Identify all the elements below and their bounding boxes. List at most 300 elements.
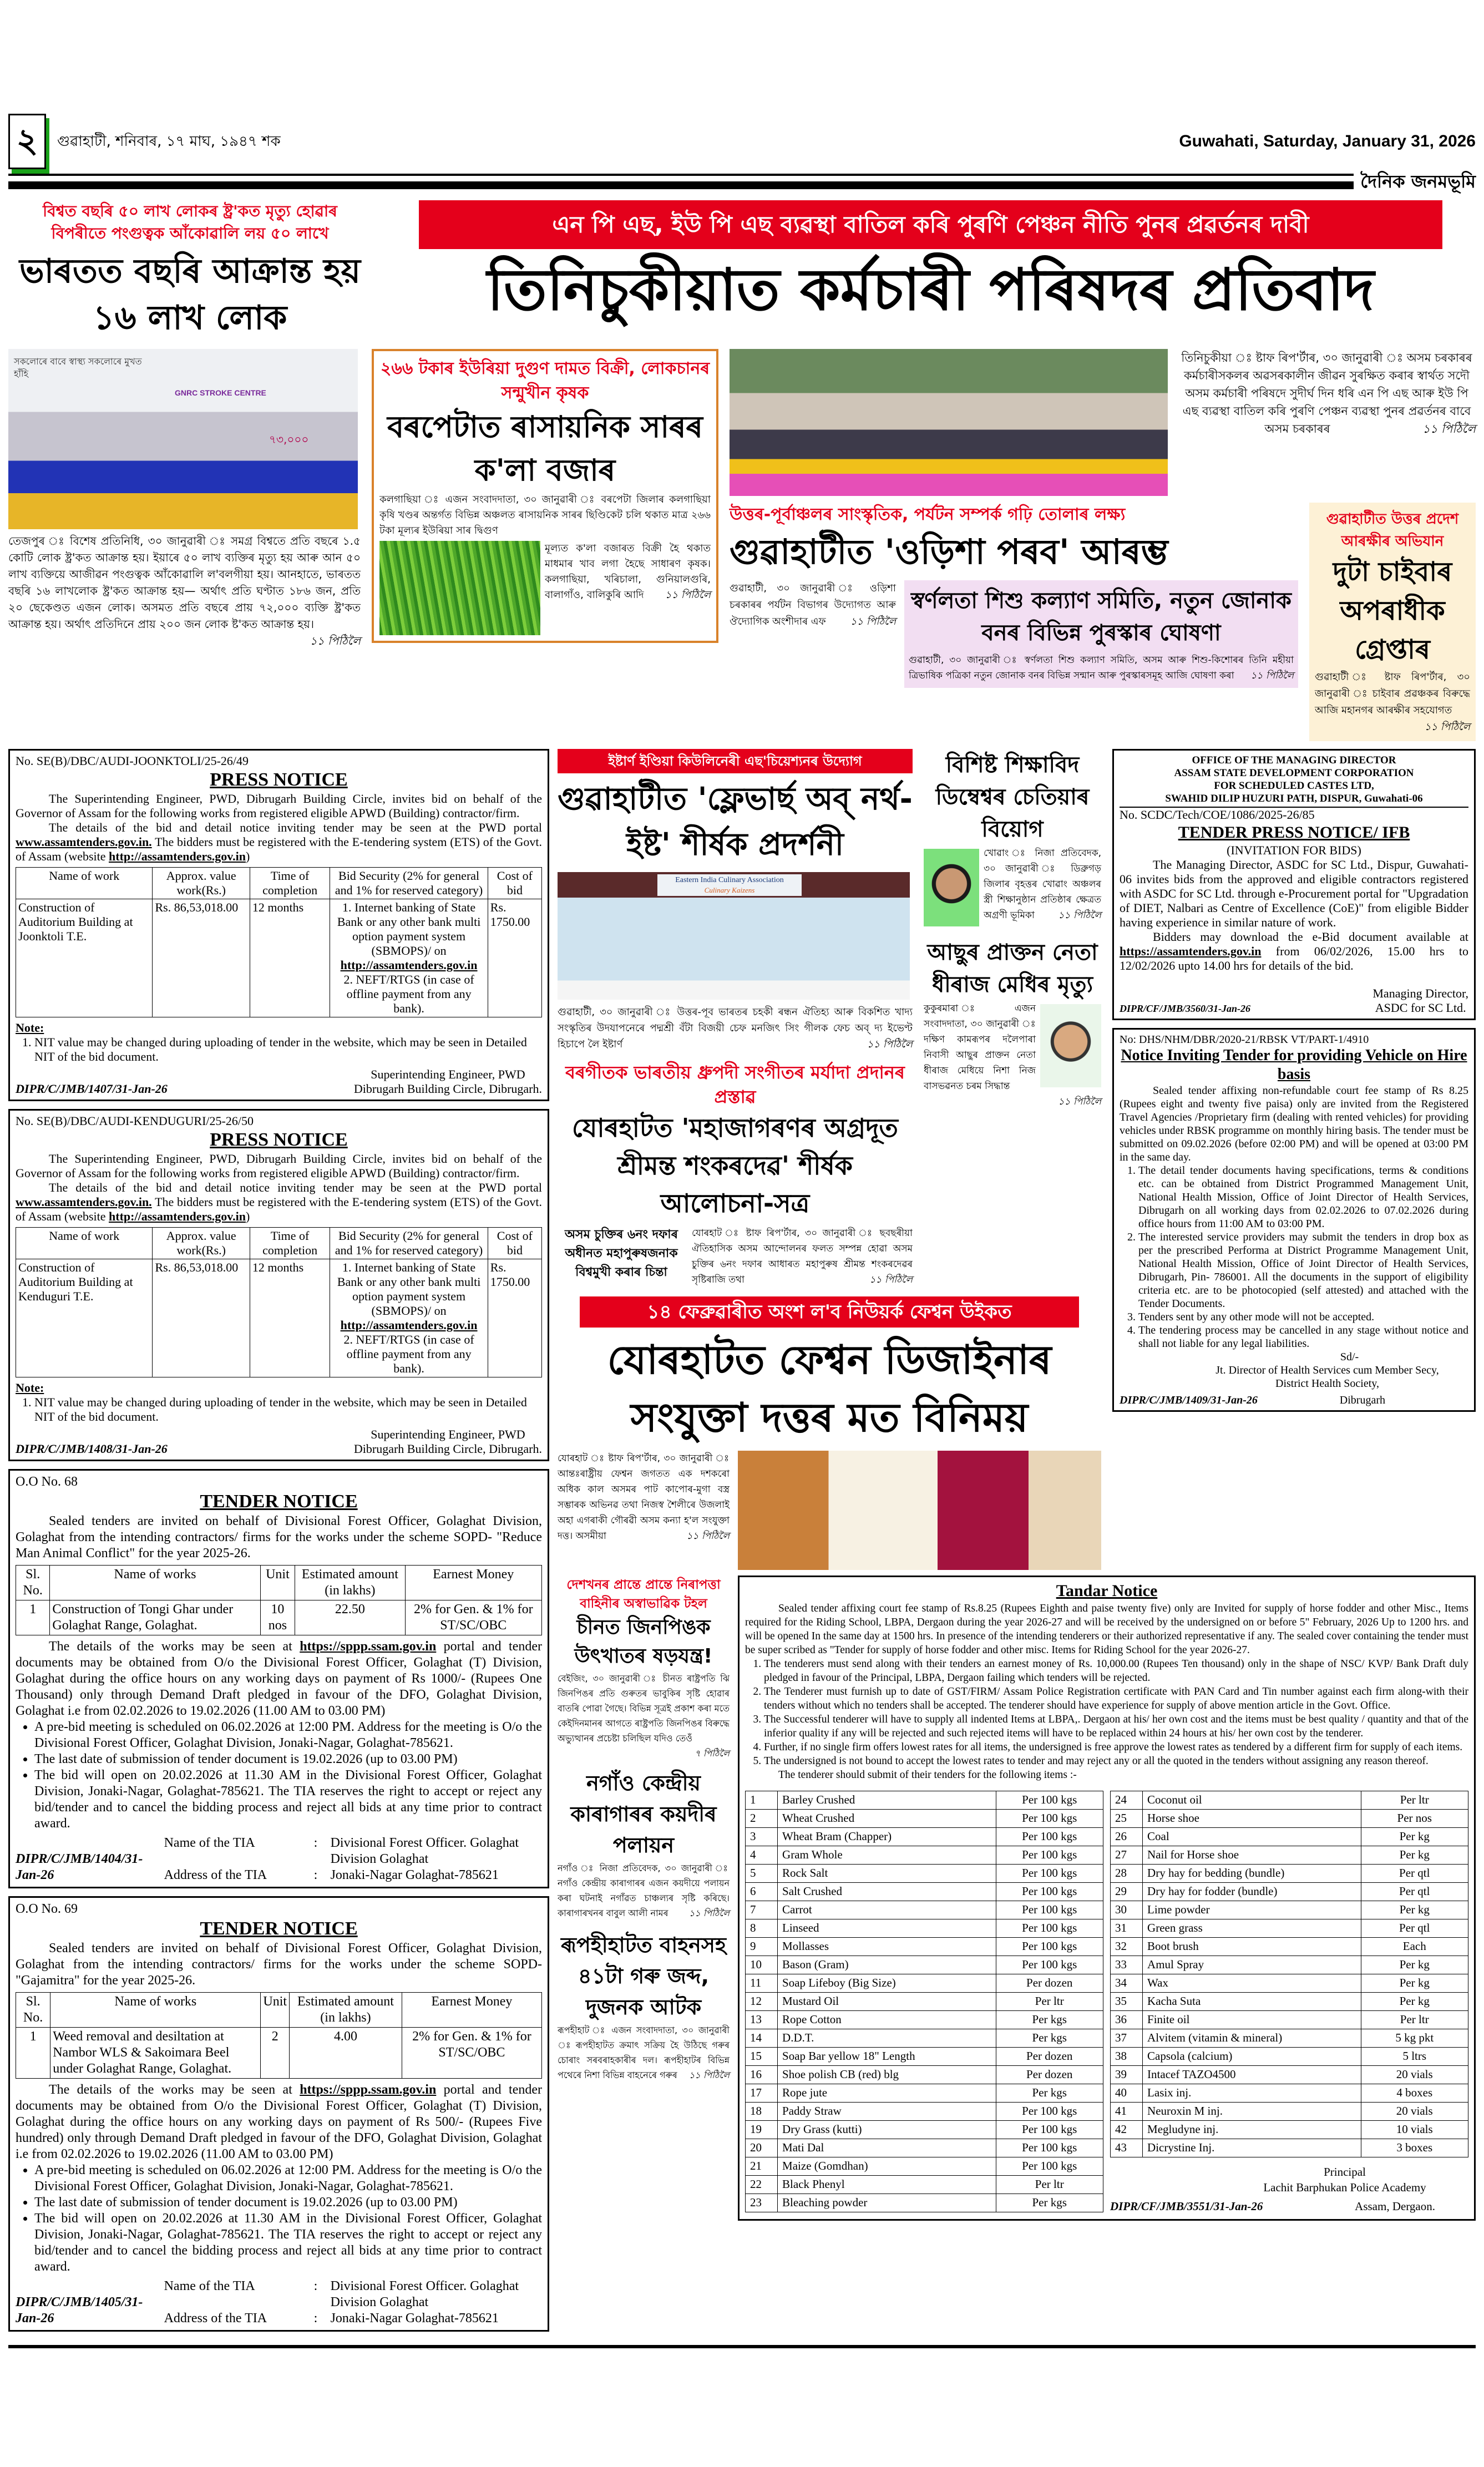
jump-link[interactable]: ১১ পিঠিলৈ: [1424, 721, 1470, 733]
item-number: 13: [746, 2011, 778, 2029]
item-unit: Per 100 kgs: [996, 2103, 1103, 2121]
fashion-designer-photo: [738, 1451, 1101, 1570]
story-body: যোৰহাট ঃ ষ্টাফ ৰিপ'ৰ্টাৰ, ৩০ জানুৱাৰী ঃ ছবছৰীয়া ঐতিহাসিক অসম আন্দোলনৰ ফলত সম্পন্ন হোৱা অসম চুক্তিৰ ৬নং দফাৰ আধাৰত মহাপুৰুষ শ্ৰীমন্ত শংকৰদেৱৰ সৃষ্টিৰাজি তথা: [692, 1228, 913, 1285]
signatory: Principal: [1324, 2165, 1366, 2179]
item-number: 23: [746, 2194, 778, 2212]
work-value: Rs. 86,53,018.00: [153, 1259, 250, 1377]
item-number: 4: [746, 1846, 778, 1865]
jump-link[interactable]: ১১ পিঠিলৈ: [688, 2070, 730, 2080]
item-number: 15: [746, 2048, 778, 2066]
table-row: [1111, 1810, 1468, 1828]
pwd-press-notice-joonktoli: [8, 749, 549, 1101]
pwd-portal-link[interactable]: www.assamtenders.gov.in.: [16, 835, 152, 849]
jump-link[interactable]: ১১ পিঠিলৈ: [1058, 1096, 1101, 1107]
medhi-story: [924, 936, 1101, 1110]
item-number: 11: [746, 1974, 778, 1993]
jump-link[interactable]: ১১ পিঠিলৈ: [686, 1531, 730, 1542]
notice-body: The Superintending Engineer, PWD, Dibrugarh Building Circle, invites bid on behalf of the Governor of Assam for the following works from registered eligible APWD (Building) contractor/firm.: [16, 792, 542, 820]
bid-security: 1. Internet banking of State Bank or any other bank multi option payment system (SBMOPS)/ on: [337, 1260, 481, 1318]
notice-body: The tenderer should submit of their tenders for the following items :-: [778, 1769, 1077, 1781]
table-row: [746, 1810, 1103, 1828]
table-row: [746, 1791, 1103, 1810]
payment-link[interactable]: http://assamtenders.gov.in: [340, 1318, 478, 1332]
item-name: Wax: [1143, 1974, 1361, 1993]
column-header: Name of works: [50, 1566, 260, 1600]
note-label: Note:: [16, 1381, 44, 1395]
item-name: Coconut oil: [1143, 1791, 1361, 1810]
text: Bidders may download the e-Bid document available at: [1153, 930, 1468, 944]
header-rule-thick: [8, 181, 1354, 189]
jump-link[interactable]: ১১ পিঠিলৈ: [665, 589, 711, 601]
stroke-kicker: [8, 200, 372, 245]
item-unit: Per 100 kgs: [996, 1846, 1103, 1865]
flavours-tag: ইষ্টাৰ্ণ ইণ্ডিয়া কিউলিনেৰী এছ'চিয়েশ্যনৰ উদ্যোগ: [558, 749, 913, 773]
item-number: 32: [1111, 1938, 1143, 1956]
fashion-headline: যোৰহাটত ফেশ্বন ডিজাইনাৰ সংযুক্তা দত্তৰ মত বিনিময়: [607, 1336, 1052, 1441]
column-header: Unit: [260, 1566, 295, 1600]
table-row: [746, 2121, 1103, 2139]
notice-points: [1138, 1164, 1468, 1350]
jump-link[interactable]: ১১ পিঠিলৈ: [850, 616, 896, 627]
table-cell: 10 nos: [260, 1600, 295, 1635]
table-cell: Weed removal and desiltation at Nambor WLS & Sakoimara Beel under Golaghat Range, Golaghat.: [50, 2028, 261, 2079]
table-row: [746, 2011, 1103, 2029]
story-headline: বিশিষ্ট শিক্ষাবিদ ডিম্বেশ্বৰ চেতিয়াৰ বিয়োগ: [935, 752, 1090, 842]
item-name: Neuroxin M inj.: [1143, 2103, 1361, 2121]
item-number: 3: [746, 1828, 778, 1846]
item-number: 37: [1111, 2029, 1143, 2048]
header-date-english: Guwahati, Saturday, January 31, 2026: [1179, 132, 1476, 150]
signatory: Assam, Dergaon.: [1355, 2200, 1435, 2213]
item-number: 34: [1111, 1974, 1143, 1993]
notice-body: Sealed tender affixing court fee stamp of Rs.8.25 (Rupees Eighth and paise twenty five) only are Invited for supply of horse fodder and other Misc., Items required for the Riding School, LBPA, Dergaon during the year 2026-27 and will be received by the undersigned on or before 5" February, 2026 Up to 1200 hrs. and will be opened In the same day at 1500 hrs. In presence of the intending tenderers or their authorized representative if any. The sealed cover containing the tender must be super scribed as "Tender for supply of horse fodder and other misc. Items for Riding School for the year 2026-27.: [745, 1603, 1468, 1656]
ets-website-link[interactable]: http://assamtenders.gov.in: [109, 849, 246, 863]
sankardev-kicker: বৰগীতক ভাৰতীয় ধ্ৰুপদী সংগীতৰ মৰ্যাদা প্ৰদানৰ প্ৰস্তাৱ: [565, 1062, 905, 1107]
notice-title: Tandar Notice: [1056, 1582, 1158, 1600]
item-name: Rope Cotton: [778, 2011, 996, 2029]
item-number: 33: [1111, 1956, 1143, 1974]
column-header: Time of completion: [250, 868, 330, 899]
item-number: 26: [1111, 1828, 1143, 1846]
table-row: [746, 2103, 1103, 2121]
jump-link[interactable]: ১১ পিঠিলৈ: [867, 1039, 913, 1050]
forest-tender-notice-69: O.O No. 69 TENDER NOTICE Sealed tenders are invited on behalf of Divisional Forest Officer, Golaghat Division, Golaghat from the intending contractors/ firms for the works under the scheme SOPD- "Gajamitra" for the year 2025-26. Sl. No. Name of works Unit Estimated amount (in lakhs) Earnest Money 1 Weed removal and desiltation at Nambor WLS & Sakoimara Beel under Golaghat Range, Golaghat. 2 4.00 2% for Gen. & 1% for ST/SC/OBC The details of the works may be seen at https://sppp.ssam.gov.in portal and tender documents may be obtained from O/o the Divisional Forest Officer, Golaghat (T) Division, Golaghat during the office hours on any working days on payment of Rs 500/- (Rupees Five hundred) only through Demand Draft pledged in favour of the DFO, Golaghat Division, Golaghat i.e from 02.02.2026 to 19.02.2026 (11.00 AM to 03.00 PM) • A pre-bid meeting is scheduled on 06.02.2026 at 12:00 PM. Address for the meeting is O/o the Divisional Forest Officer, Golaghat Division, Jonaki-Nagar, Golaghat-785621. • The last date of submission of tender document is 19.02.2026 (up to 03.00 PM) • The bid will open on 20.02.2026 at 11.30 AM in the Divisional Forest Officer, Golaghat Division, Jonaki-Nagar, Golaghat-785621. The TIA reserves the right to accept or reject any bid/tender and to cancel the bidding process and reject all bids at any time prior to contract award. DIPR/C/JMB/1405/31-Jan-26 Name of the TIA : Divisional Forest Officer. Golaghat Division Golaghat Address of the TIA : Jonaki-Nagar Golaghat-785621: [8, 1896, 549, 2332]
jump-link[interactable]: ১১ পিঠিলৈ: [1422, 422, 1476, 435]
note-label: Note:: [16, 1021, 44, 1035]
column-header: Time of completion: [250, 1228, 330, 1259]
item-unit: 3 boxes: [1361, 2139, 1468, 2157]
table-row: [1111, 1846, 1468, 1865]
dipr-code: DIPR/CF/JMB/3560/31-Jan-26: [1120, 1003, 1251, 1014]
item-number: 19: [746, 2121, 778, 2139]
item-unit: Per 100 kgs: [996, 1810, 1103, 1828]
table-row: [16, 899, 542, 1017]
fashion-story: [558, 1451, 730, 1544]
notice-point: 2. The Tenderer must furnish up to date of GST/FIRM/ Assam Police Registration certificate with PAN Card and Tin number against each firm along-with their tenders without which no tenders shall be accepted. The tenderer should have experience for supply of above mention article in the Govt. Office.: [764, 1685, 1468, 1713]
item-unit: Per dozen: [996, 2048, 1103, 2066]
photo-banner-text: Eastern India Culinary Association: [675, 876, 784, 884]
item-number: 7: [746, 1901, 778, 1919]
ets-website-link[interactable]: http://assamtenders.gov.in: [109, 1209, 246, 1223]
story-body: খোৱাং ঃ নিজা প্ৰতিবেদক, ৩০ জানুৱাৰী ঃ ডিব্ৰুগড় জিলাৰ বৃহত্তৰ খোৱাং অঞ্চলৰ স্ত্ৰী শিক্ষানুষ্ঠান প্ৰতিষ্ঠাৰ ক্ষেত্ৰত অগ্ৰণী ভূমিকা: [984, 848, 1101, 921]
odisha-story: [730, 580, 896, 630]
item-unit: Per kg: [1361, 1956, 1468, 1974]
barpeta-story-box: [372, 349, 718, 643]
bullet-item: • The bid will open on 20.02.2026 at 11.30 AM in the Divisional Forest Officer, Golaghat Division, Jonaki-Nagar, Golaghat-785621. The TIA reserves the right to accept or reject any bid/tender and to cancel the bidding process and reject all bids at any time prior to contract award.: [34, 1767, 542, 1832]
item-number: 18: [746, 2103, 778, 2121]
photo-caption-text: GNRC STROKE CENTRE: [175, 388, 266, 397]
table-row: [1111, 2121, 1468, 2139]
item-number: 10: [746, 1956, 778, 1974]
column-header: Approx. value work(Rs.): [153, 868, 250, 899]
item-number: 12: [746, 1993, 778, 2011]
item-unit: 5 kg pkt: [1361, 2029, 1468, 2048]
story-body: ৰূপহীহাট ঃ এজন সংবাদদাতা, ৩০ জানুৱাৰী ঃ ৰূপহীহাটত ক্ৰমাৎ সক্ৰিয় হৈ উঠিছে গৰুৰ চোৰাং সৰবৰাহকাৰীৰ দল। ৰূপহীহাটৰ বিভিন্ন পথেৰে নিশা বিভিন্ন বাহনেৰে গৰুৰ: [558, 2025, 730, 2080]
item-unit: Per qtl: [1361, 1883, 1468, 1901]
text: The bidders must be registered with the E-tendering system (ETS) of the Govt. of Assam (website: [16, 835, 542, 863]
works-table: [16, 1565, 542, 1635]
items-table-left: [745, 1791, 1103, 2212]
item-name: Horse shoe: [1143, 1810, 1361, 1828]
dipr-code: DIPR/C/JMB/1404/31-Jan-26: [16, 1852, 143, 1882]
page-number: ২: [16, 121, 38, 160]
assamtenders-link[interactable]: https://assamtenders.gov.in: [1120, 944, 1262, 958]
bid-security: 1. Internet banking of State Bank or any other bank multi option payment system (SBMOPS)/ on: [337, 900, 481, 958]
item-name: Intacef TAZO4500: [1143, 2066, 1361, 2084]
item-name: Maize (Gomdhan): [778, 2157, 996, 2176]
item-unit: Per 100 kgs: [996, 1919, 1103, 1938]
table-row: [1111, 2084, 1468, 2103]
bullet-item: • The last date of submission of tender document is 19.02.2026 (up to 03.00 PM): [34, 1751, 542, 1767]
item-number: 35: [1111, 1993, 1143, 2011]
photo-logo-text: Culinary Kaizens: [704, 886, 755, 894]
item-unit: Per 100 kgs: [996, 2121, 1103, 2139]
notice-point: 5. The undersigned is not bound to accept the lowest rates to tender and may reject any or all the quoted in the tenders without assigning any reason thereof.: [764, 1754, 1468, 1768]
item-name: Mati Dal: [778, 2139, 996, 2157]
item-name: Linseed: [778, 1919, 996, 1938]
notice-number: No. SE(B)/DBC/AUDI-KENDUGURI/25-26/50: [16, 1114, 254, 1128]
text: ): [245, 1209, 250, 1223]
signatory: Superintending Engineer, PWD: [371, 1427, 525, 1441]
flavours-story: [558, 1004, 913, 1052]
item-name: Salt Crushed: [778, 1883, 996, 1901]
header-rule: [8, 174, 1354, 176]
story-body: তিনিচুকীয়া ঃ ষ্টাফ ৰিপ'ৰ্টাৰ, ৩০ জানুৱাৰী ঃ অসম চৰকাৰৰ কৰ্মচাৰীসকলৰ অৱসৰকালীন জীৱন সুৰক্ষিত কৰাৰ স্বাৰ্থত সদৌ অসম কৰ্মচাৰী পৰিষদে সুদীৰ্ঘ দিন ধৰি এন পি এছ আৰু ইউ পি এছ ব্যৱস্থা বাতিল কৰি পুৰণি পেঞ্চন ব্যৱস্থা পুনৰ প্ৰৱৰ্তনৰ বাবে অসম চৰকাৰৰ: [1181, 351, 1472, 435]
item-number: 40: [1111, 2084, 1143, 2103]
notice-body: [16, 820, 542, 864]
pwd-press-notice-kenduguri: [8, 1109, 549, 1461]
bid-security: 2. NEFT/RTGS (in case of offline payment from any bank).: [343, 1333, 474, 1375]
item-name: Finite oil: [1143, 2011, 1361, 2029]
column-header: Estimated amount (in lakhs): [295, 1566, 405, 1600]
table-cell: 2% for Gen. & 1% for ST/SC/OBC: [405, 1600, 541, 1635]
table-row: [746, 2029, 1103, 2048]
notice-title: PRESS NOTICE: [210, 1129, 348, 1150]
table-row: [746, 1865, 1103, 1883]
item-name: Mustard Oil: [778, 1993, 996, 2011]
item-name: Barley Crushed: [778, 1791, 996, 1810]
item-name: Soap Lifeboy (Big Size): [778, 1974, 996, 1993]
item-name: Capsola (calcium): [1143, 2048, 1361, 2066]
item-unit: Per 100 kgs: [996, 1938, 1103, 1956]
story-body: গুৱাহাটী, ৩০ জানুৱাৰী ঃ স্বৰ্ণলতা শিশু কল্যাণ সমিতি, অসম আৰু শিশু-কিশোৰৰ তিনি মহীয়া ত্ৰিভাষিক পত্ৰিকা নতুন জোনাক বনৰ বিভিন্ন সন্মান আৰু পুৰস্কাৰসমূহ আজি ঘোষণা কৰা: [909, 655, 1294, 681]
signatory: Managing Director,: [1372, 986, 1468, 1000]
table-row: [746, 2048, 1103, 2066]
tinsukia-story: [1178, 349, 1476, 438]
item-number: 41: [1111, 2103, 1143, 2121]
bullet-item: • The bid will open on 20.02.2026 at 11.30 AM in the Divisional Forest Officer, Golaghat Division, Jonaki-Nagar, Golaghat-785621. The TIA reserves the right to accept or reject any bid/tender and to cancel the bidding process and reject all bids at any time prior to contract award.: [34, 2211, 542, 2275]
item-name: Nail for Horse shoe: [1143, 1846, 1361, 1865]
notice-body: [16, 2082, 542, 2162]
text: The details of the works may be seen at: [49, 1639, 292, 1654]
notice-title: PRESS NOTICE: [210, 769, 348, 790]
item-number: 28: [1111, 1865, 1143, 1883]
table-header-row: [16, 1228, 542, 1259]
table-cell: 2% for Gen. & 1% for ST/SC/OBC: [402, 2028, 541, 2079]
table-row: [746, 2066, 1103, 2084]
item-number: 43: [1111, 2139, 1143, 2157]
notice-body: Sealed tenders are invited on behalf of Divisional Forest Officer, Golaghat Division, Golaghat from the intending contractors/ firms for the works under the scheme SOPD- "Reduce Man Animal Conflict" for the year 2025-26.: [16, 1514, 542, 1561]
sppp-portal-link[interactable]: https://sppp.ssam.gov.in: [300, 1639, 437, 1654]
column-header: Sl. No.: [16, 1566, 50, 1600]
text: The bidders must be registered with the E-tendering system (ETS) of the Govt. of Assam (website: [16, 1195, 542, 1223]
signatory: Jt. Director of Health Services cum Member Secy,: [1215, 1364, 1439, 1376]
table-row: [746, 1846, 1103, 1865]
lower-band: [8, 749, 1476, 2339]
jump-link[interactable]: ১১ পিঠিলৈ: [869, 1274, 913, 1285]
item-unit: Per ltr: [996, 1993, 1103, 2011]
item-number: 25: [1111, 1810, 1143, 1828]
table-header-row: [16, 1993, 542, 2028]
notice-title: Notice Inviting Tender for providing Vehicle on Hire basis: [1121, 1047, 1467, 1083]
item-unit: Per kgs: [996, 2029, 1103, 2048]
story-body: গুৱাহাটী, ৩০ জানুৱাৰী ঃ ওড়িশা চৰকাৰৰ পৰ্যটন বিভাগৰ উদ্যোগত আৰু ঔদ্যোগিক অংশীদাৰ এফ: [730, 582, 896, 627]
notice-number: No. SCDC/Tech/COE/1086/2025-26/85: [1120, 808, 1315, 822]
table-row: [1111, 1974, 1468, 1993]
note-item: 1. NIT value may be changed during uploading of tender in the website, which may be seen in Detailed NIT of the bid document.: [34, 1035, 542, 1064]
notice-body: The Managing Director, ASDC for SC Ltd., Dispur, Guwahati-06 invites bids from the approved and eligible contractors registered with ASDC for SC Ltd. through e-Procurement portal for "Upgradation of DIET, Nalbari as Centre of Excellence (CoE)" from eligible Bidder having experience in similar nature of work.: [1120, 858, 1468, 929]
works-table: [16, 1227, 542, 1377]
item-name: Dry Grass (kutti): [778, 2121, 996, 2139]
table-row: [1111, 1791, 1468, 1810]
item-number: 6: [746, 1883, 778, 1901]
item-unit: Per 100 kgs: [996, 1956, 1103, 1974]
payment-link[interactable]: http://assamtenders.gov.in: [340, 958, 478, 972]
up-police-box: [1309, 503, 1476, 741]
item-name: Lasix inj.: [1143, 2084, 1361, 2103]
jump-link[interactable]: ১১ পিঠিলৈ: [688, 1908, 730, 1918]
item-unit: Per kgs: [996, 2011, 1103, 2029]
dhs-vehicle-tender-notice: [1112, 1028, 1476, 1412]
item-number: 9: [746, 1938, 778, 1956]
table-row: [16, 2028, 542, 2079]
notice-number: No. SE(B)/DBC/AUDI-JOONKTOLI/25-26/49: [16, 754, 249, 768]
completion-time: 12 months: [250, 899, 330, 1017]
jump-link[interactable]: ১১ পিঠিলৈ: [1250, 670, 1294, 681]
work-name: Construction of Auditorium Building at Joonktoli T.E.: [16, 899, 153, 1017]
notice-points: [764, 1657, 1468, 1768]
jump-link[interactable]: ১১ পিঠিলৈ: [1058, 910, 1101, 921]
fashion-banner: ১৪ ফেব্ৰুৱাৰীত অংশ ল'ব নিউয়ৰ্ক ফেশ্বন উইকত: [580, 1296, 1079, 1328]
notice-point: 4. Further, if no single firm offers lowest rates for all items, the undersigned is free approve the lowest rates as tendered by a different firm for supply of each items.: [764, 1740, 1468, 1754]
nagaon-headline: নগাঁও কেন্দ্ৰীয় কাৰাগাৰৰ কয়দীৰ পলায়ন: [570, 1771, 717, 1857]
item-unit: 4 boxes: [1361, 2084, 1468, 2103]
item-unit: Per 100 kgs: [996, 1791, 1103, 1810]
item-unit: Per kg: [1361, 1846, 1468, 1865]
story-headline: স্বৰ্ণলতা শিশু কল্যাণ সমিতি, নতুন জোনাক বনৰ বিভিন্ন পুৰস্কাৰ ঘোষণা: [911, 588, 1291, 646]
sd: Sd/-: [1340, 1351, 1359, 1363]
signatory: ASDC for SC Ltd.: [1375, 1001, 1466, 1015]
dipr-code: DIPR/C/JMB/1408/31-Jan-26: [16, 1442, 168, 1456]
item-name: Lime powder: [1143, 1901, 1361, 1919]
item-name: Green grass: [1143, 1919, 1361, 1938]
story-body: গুৱাহাটী, ৩০ জানুৱাৰী ঃ উত্তৰ-পূব ভাৰতৰ চহকী ৰন্ধন ঐতিহ্য আৰু বিকশিত খাদ্য সংস্কৃতিৰ উদযাপনেৰে পদ্মশ্ৰী বঁটা বিজয়ী চেফ মনজিৎ সিং গীলক ফেচ অব্ দ্য ইভেণ্ট হিচাপে লৈ ইষ্টাৰ্ণ: [558, 1006, 913, 1050]
table-header-row: [16, 1566, 542, 1600]
item-name: Megludyne inj.: [1143, 2121, 1361, 2139]
item-unit: Per dozen: [996, 1974, 1103, 1993]
story-headline: দুটা চাইবাৰ অপৰাধীক গ্ৰেপ্তাৰ: [1333, 556, 1452, 665]
notice-number: O.O No. 68: [16, 1475, 78, 1489]
item-unit: Per kg: [1361, 1828, 1468, 1846]
item-number: 17: [746, 2084, 778, 2103]
sppp-portal-link[interactable]: https://sppp.ssam.gov.in: [300, 2083, 437, 2097]
table-row: [746, 1828, 1103, 1846]
item-unit: Per kg: [1361, 1901, 1468, 1919]
table-row: [746, 2194, 1103, 2212]
tezpur-story: [8, 349, 361, 649]
work-value: Rs. 86,53,018.00: [153, 899, 250, 1017]
sankardev-story: [692, 1225, 913, 1288]
photo-caption-text: সকলোৰে বাবে স্বাস্থ্য সকলোৰে মুখত হাঁহি: [14, 356, 142, 379]
signatory: Dibrugarh Building Circle, Dibrugarh.: [353, 1442, 542, 1456]
item-name: Carrot: [778, 1901, 996, 1919]
story-headline: বৰপেটাত ৰাসায়নিক সাৰৰ ক'লা বজাৰ: [387, 409, 703, 488]
item-name: Coal: [1143, 1828, 1361, 1846]
table-row: [746, 1883, 1103, 1901]
story-body: যোৰহাট ঃ ষ্টাফ ৰিপ'ৰ্টাৰ, ৩০ জানুৱাৰী ঃ আন্তঃৰাষ্ট্ৰীয় ফেশ্বন জগতত এক দশকৰো অধিক কাল অসমৰ পাট কাপোৰ-মুগা বস্ত্ৰ সম্ভাৰক অভিনৱ তথা নিজস্ব শৈলীৰে উজলাই অহা এগৰাকী গৌৰৱী অসম কন্যা হ'ল সংযুক্তা দত্ত। অসমীয়া: [558, 1453, 730, 1542]
story-kicker: ২৬৬ টকাৰ ইউৰিয়া দুগুণ দামত বিক্ৰী, লোকচানৰ সন্মুখীন কৃষক: [380, 359, 710, 403]
text: The details of the works may be seen at: [49, 2083, 292, 2097]
column-header: Unit: [261, 1993, 290, 2028]
text: ): [245, 849, 250, 863]
left-notice-column: [8, 749, 549, 2339]
table-row: [746, 1974, 1103, 1993]
notice-title: TENDER NOTICE: [200, 1918, 358, 1939]
work-name: Construction of Auditorium Building at Kenduguri T.E.: [16, 1259, 153, 1377]
table-row: [16, 1600, 542, 1635]
item-name: Alvitem (vitamin & mineral): [1143, 2029, 1361, 2048]
bid-cost: Rs. 1750.00: [488, 1259, 541, 1377]
notice-point: 3. The Successful tenderer will have to supply all indented Items at LBPA,. Dergaon at his/ her own cost and the items must be best quality / quantity and that of the inferior quality if any will be rejected and such rejected items will have to be replaced within 24 hours at his/ her own cost by the tenderer.: [764, 1713, 1468, 1740]
asdc-tender-notice: [1112, 749, 1476, 1020]
top-story-band: [8, 349, 1476, 741]
story-body: তেজপুৰ ঃ বিশেষ প্ৰতিনিধি, ৩০ জানুৱাৰী ঃ সমগ্ৰ বিশ্বতে প্ৰতি বছৰে ১.৫ কোটি লোক ষ্ট্ৰ'কত আক্ৰান্ত হয়। ইয়াৰে ৫০ লাখ ব্যক্তিৰ মৃত্যু হয় আৰু আন ৫০ লাখ ব্যক্তিয়ে আজীৱন পংগুত্বক আঁকোৱালি ল'বলগীয়া হয়। আনহাতে, ভাৰতত বছৰি ১৬ লাখলোক ষ্ট্ৰ'কত আক্ৰান্ত হয়— অৰ্থাৎ প্ৰতি ঘণ্টাত ১৮৬ জন, প্ৰতি ২০ ছেকেণ্ডত এজন লোক। অসমত প্ৰতি বছৰে প্ৰায় ৭২,০০০ ব্যক্তি ষ্ট্ৰ'কত আক্ৰান্ত হয়। অৰ্থাৎ প্ৰতিদিনে প্ৰায় ২০০ জন লোক ষ্ট'কত আক্ৰান্ত হয়।: [8, 534, 361, 631]
item-name: Black Phenyl: [778, 2176, 996, 2194]
swarnalata-box: [904, 580, 1298, 688]
footer-rule: [8, 2345, 1476, 2348]
column-header: Bid Security (2% for general and 1% for reserved category): [330, 1228, 488, 1259]
item-number: 2: [746, 1810, 778, 1828]
story-headline: আছুৰ প্ৰাক্তন নেতা ধীৰাজ মেধিৰ মৃত্যু: [927, 940, 1098, 997]
table-cell: 1: [16, 2028, 50, 2079]
bullet-item: • The last date of submission of tender document is 19.02.2026 (up to 03.00 PM): [34, 2195, 542, 2211]
dipr-code: DIPR/C/JMB/1409/31-Jan-26: [1120, 1394, 1258, 1406]
notice-body: [16, 1181, 542, 1224]
item-name: Bason (Gram): [778, 1956, 996, 1974]
note-item: 1. NIT value may be changed during uploading of tender in the website, which may be seen in Detailed NIT of the bid document.: [34, 1395, 542, 1424]
item-unit: Per 100 kgs: [996, 1901, 1103, 1919]
column-header: Approx. value work(Rs.): [153, 1228, 250, 1259]
rupohi-headline: ৰূপহীহাটত বাহনসহ ৪১টা গৰু জব্দ, দুজনক আটক: [561, 1933, 726, 2019]
tia-name: Divisional Forest Officer. Golaghat Division Golaghat: [330, 2279, 519, 2309]
jump-link[interactable]: ৭ পিঠিলৈ: [695, 1748, 730, 1759]
item-unit: Per kgs: [996, 2194, 1103, 2212]
text: The details of the bid and detail notice inviting tender may be seen at the PWD portal: [49, 820, 542, 834]
tia-address: Jonaki-Nagar Golaghat-785621: [330, 1868, 499, 1882]
item-unit: Per 100 kgs: [996, 2139, 1103, 2157]
pwd-portal-link[interactable]: www.assamtenders.gov.in.: [16, 1195, 152, 1209]
item-unit: 20 vials: [1361, 2103, 1468, 2121]
table-row: [1111, 1993, 1468, 2011]
story-kicker: দেশখনৰ প্ৰান্তে প্ৰান্তে নিৰাপত্তা বাহিনীৰ অস্বাভাৱিক টহল: [566, 1578, 721, 1611]
item-number: 24: [1111, 1791, 1143, 1810]
column-header: Cost of bid: [488, 1228, 541, 1259]
item-unit: Per 100 kgs: [996, 1883, 1103, 1901]
table-row: [1111, 1919, 1468, 1938]
item-unit: Per ltr: [1361, 1791, 1468, 1810]
office-line: SWAHID DILIP HUZURI PATH, DISPUR, Guwahati-06: [1165, 793, 1423, 804]
table-row: [1111, 2029, 1468, 2048]
tia-label: Name of the TIA: [164, 1836, 255, 1850]
table-row: [1111, 1938, 1468, 1956]
table-cell: 1: [16, 1600, 50, 1635]
tia-name: Divisional Forest Officer. Golaghat Division Golaghat: [330, 1836, 519, 1866]
table-row: [1111, 2048, 1468, 2066]
sankardev-subhead: অসম চুক্তিৰ ৬নং দফাৰ অধীনত মহাপুৰুষজনাক বিশ্বমুখী কৰাৰ চিন্তা: [564, 1228, 678, 1279]
item-name: D.D.T.: [778, 2029, 996, 2048]
story-kicker: গুৱাহাটীত উত্তৰ প্ৰদেশ আৰক্ষীৰ অভিযান: [1326, 511, 1459, 550]
bid-cost: Rs. 1750.00: [488, 899, 541, 1017]
table-row: [1111, 1865, 1468, 1883]
item-unit: 5 ltrs: [1361, 2048, 1468, 2066]
item-unit: Per kg: [1361, 1974, 1468, 1993]
table-row: [1111, 2139, 1468, 2157]
item-number: 30: [1111, 1901, 1143, 1919]
table-row: [746, 1956, 1103, 1974]
item-unit: Per ltr: [996, 2176, 1103, 2194]
story-body: কুকুৰমাৰা ঃ এজন সংবাদদাতা, ৩০ জানুৱাৰী ঃ দক্ষিণ কামৰূপৰ দলৈপাৰা নিবাসী আছুৰ প্ৰাক্তন নেতা ধীৰাজ মেধিয়ে নিশা নিজ বাসভৱনত চৰম সিদ্ধান্ত: [924, 1003, 1036, 1092]
jump-link[interactable]: ১১ পিঠিলৈ: [310, 634, 361, 647]
notice-point: 1. The detail tender documents having specifications, terms & conditions etc. can be obtained from District Programmed Management Unit, National Health Mission, Office of Joint Director of Health Services, Dibrugarh on all working days from 02.02.2026 to 07.02.2026 during office hours from 11:00 AM to 03:00 PM.: [1138, 1164, 1468, 1230]
left-narrow-column: [558, 1576, 730, 2083]
item-number: 39: [1111, 2066, 1143, 2084]
masthead: দৈনিক জনমভূমি: [1360, 171, 1476, 192]
table-row: [746, 2157, 1103, 2176]
notice-body: [1120, 930, 1468, 973]
culinary-press-photo: [558, 872, 910, 1000]
column-header: Name of work: [16, 1228, 153, 1259]
item-unit: Per 100 kgs: [996, 2157, 1103, 2176]
column-header: Earnest Money: [402, 1993, 541, 2028]
item-name: Gram Whole: [778, 1846, 996, 1865]
tia-label: Name of the TIA: [164, 2279, 255, 2293]
item-name: Paddy Straw: [778, 2103, 996, 2121]
item-name: Bleaching powder: [778, 2194, 996, 2212]
item-unit: Per 100 kgs: [996, 1865, 1103, 1883]
table-row: [746, 1938, 1103, 1956]
notice-body: [16, 1639, 542, 1719]
item-number: 22: [746, 2176, 778, 2194]
